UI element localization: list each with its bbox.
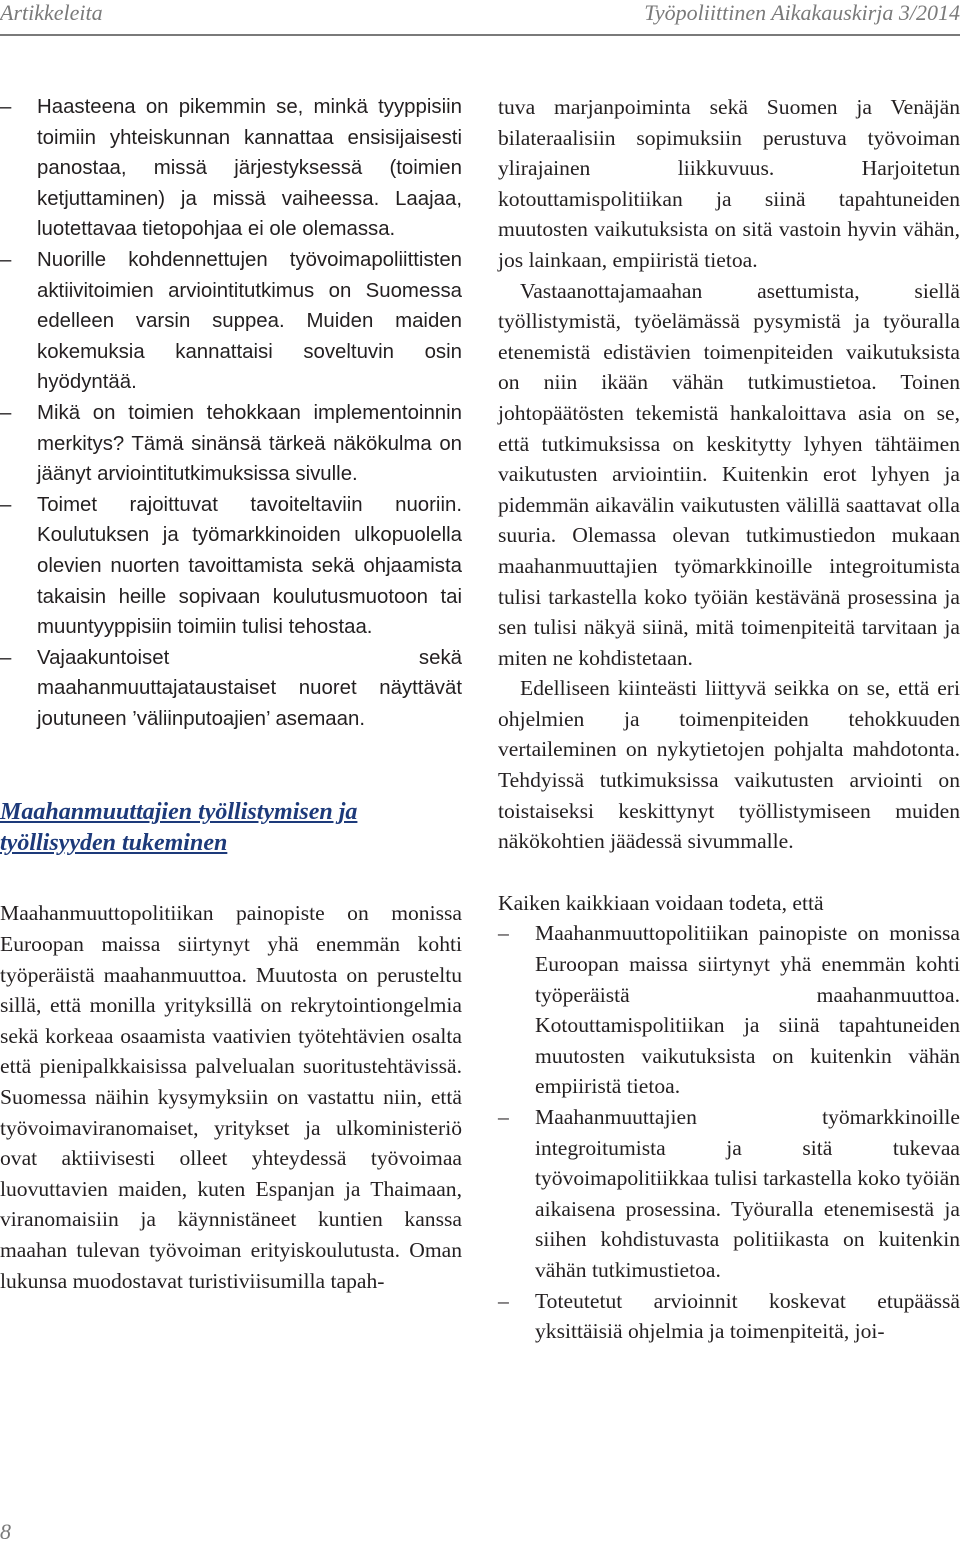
left-column	[0, 92, 462, 1296]
list-item: – Nuorille kohdennettujen työvoimapoliittisten aktiivitoimien arviointitutkimus on Suomessa edelleen varsin suppea. Muiden maiden kokemuksia kannattaisi soveltuvin osin hyödyntää.	[0, 245, 462, 398]
conclusion-intro: Kaiken kaikkiaan voidaan todeta, että	[498, 890, 824, 915]
list-item: – Maahanmuuttajien työmarkkinoille integroitumista ja sitä tukevaa työvoimapolitiikkaa tulisi tarkastella koko työiän aikaisena prosessina. Työuralla etenemisestä ja siihen kohdistuvasta politiikasta on kuitenkin vähän tutkimustietoa.	[498, 1102, 960, 1286]
body-paragraph: tuva marjanpoiminta sekä Suomen ja Venäjän bilateraalisiin sopimuksiin perustuva työvoiman ylirajainen liikkuvuus. Harjoitetun kotouttamispolitiikan ja siinä tapahtuneiden muutosten vaikutuksista on sitä vastoin hyvin vähän, jos lainkaan, empiiristä tietoa.	[498, 95, 960, 272]
list-item: – Vajaakuntoiset sekä maahanmuuttajataustaiset nuoret näyttävät joutuneen ’väliinputoajien’ asemaan.	[0, 643, 462, 735]
header-rule	[0, 34, 960, 36]
list-item: – Toteutetut arvioinnit koskevat etupäässä yksittäisiä ohjelmia ja toimenpiteitä, joi-	[498, 1286, 960, 1347]
running-header-section: Artikkeleita	[0, 0, 103, 25]
body-paragraph: Edelliseen kiinteästi liittyvä seikka on se, että eri ohjelmien ja toimenpiteiden tehokkuuden vertaileminen on nykytietojen pohjalta mahdotonta. Tehdyissä tutkimuksissa vaikutusten arviointi on toistaiseksi keskittynyt työllistymiseen muiden näkökohtien jäädessä sivummalle.	[498, 676, 960, 854]
page-number: 8	[0, 1519, 11, 1544]
list-item: – Maahanmuuttopolitiikan painopiste on monissa Euroopan maissa siirtynyt yhä enemmän kohti työperäistä maahanmuuttoa. Kotouttamispolitiikan ja siinä tapahtuneiden muutosten vaikutuksista on kuitenkin vähän empiiristä tietoa.	[498, 918, 960, 1102]
right-column	[498, 92, 960, 1347]
conclusion-bullet-list	[498, 918, 960, 1346]
running-header-journal: Työpoliittinen Aikakauskirja 3/2014	[644, 0, 960, 25]
summary-bullet-list	[0, 92, 462, 734]
list-item: – Haasteena on pikemmin se, minkä tyyppisiin toimiin yhteiskunnan kannattaa ensisijaisesti panostaa, missä järjestyksessä (toimien ketjuttaminen) ja missä vaiheessa. Laajaa, luotettavaa tietopohjaa ei ole olemassa.	[0, 92, 462, 245]
list-item: – Toimet rajoittuvat tavoiteltaviin nuoriin. Koulutuksen ja työmarkkinoiden ulkopuolella olevien nuorten tavoittamista sekä ohjaamista takaisin heille sopivaan koulutusmuotoon tai muuntyyppisiin toimiin tulisi tehostaa.	[0, 490, 462, 643]
list-item: – Mikä on toimien tehokkaan implementoinnin merkitys? Tämä sinänsä tärkeä näkökulma on jäänyt arviointitutkimuksissa sivulle.	[0, 398, 462, 490]
body-paragraph: Vastaanottajamaahan asettumista, siellä työllistymistä, työelämässä pysymistä ja työuralla etenemistä edistävien toimenpiteiden vaikutuksista on niin ikään vähän tutkimustietoa. Toinen johtopäätösten tekemistä hankaloittava asia on se, että tutkimuksissa on keskitytty lyhyen tähtäimen vaikutusten arviointiin. Kuitenkin erot lyhyen ja pidemmän aikavälin vaikutusten välillä saattavat olla suuria. Olemassa olevan tutkimustiedon mukaan maahanmuuttajien työmarkkinoille integroitumista tulisi tarkastella koko työiän kestävänä prosessina ja sen tulisi näkyä siinä, mitä toimenpiteitä tarvitaan ja miten ne kohdistetaan.	[498, 278, 960, 670]
section-heading: Maahanmuuttajien työllistymisen ja työllisyyden tukeminen	[0, 799, 358, 857]
body-paragraph: Maahanmuuttopolitiikan painopiste on monissa Euroopan maissa siirtynyt yhä enemmän kohti työperäistä maahanmuuttoa. Muutosta on perusteltu sillä, että monilla yrityksillä on rekrytointiongelmia sekä korkeaa osaamista vaativien työtehtävien osalta että pienipalkkaisissa palvelualan suoritustehtävissä. Suomessa näihin kysymyksiin on vastattu niin, että työvoimaviranomaiset, yritykset ja ulkoministeriö ovat aktiivisesti olleet yhteydessä työvoimaa luovuttavien maiden, kuten Espanjan ja Thaimaan, viranomaisiin ja käynnistäneet kuntien kanssa maahan tulevan työvoiman erityiskoulutusta. Oman lukunsa muodostavat turistiviisumilla tapah-	[0, 901, 462, 1293]
